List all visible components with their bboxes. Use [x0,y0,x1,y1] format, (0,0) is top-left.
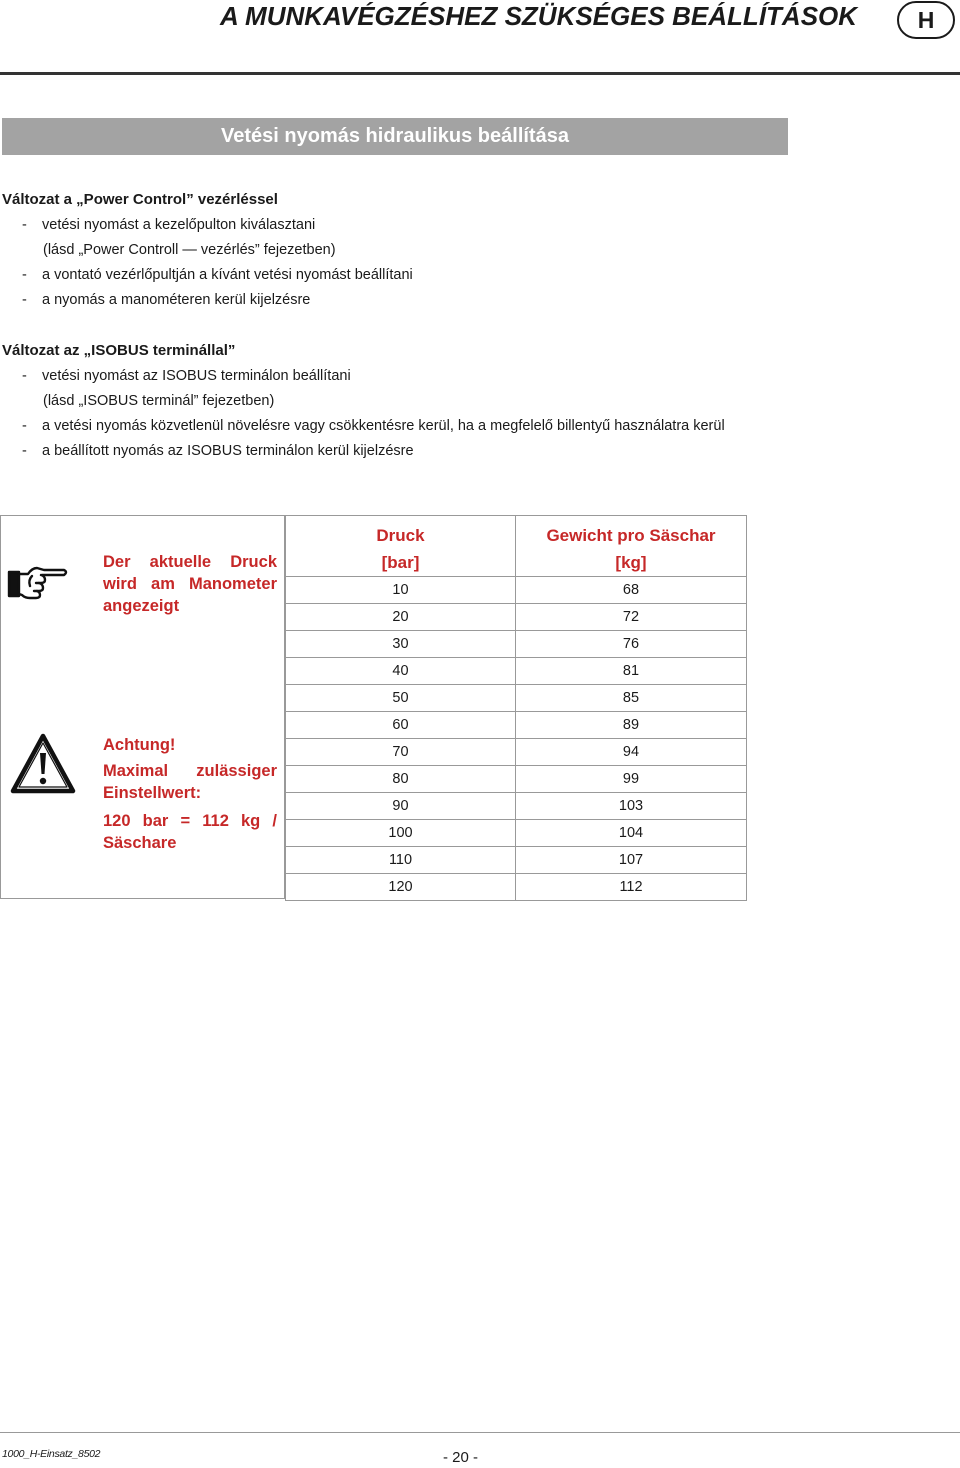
column-header-pressure: Druck [bar] [286,516,516,577]
variant1-bullet: - vetési nyomást a kezelőpulton kiválasztani [22,217,316,233]
pressure-weight-table [285,515,747,901]
weight-cell: 107 [516,847,747,874]
pressure-cell: 20 [286,604,516,631]
table-row [286,766,747,793]
variant1-heading: Változat a „Power Control” vezérléssel [2,191,278,208]
weight-cell: 72 [516,604,747,631]
column-header-weight: Gewicht pro Säschar [kg] [516,516,747,577]
table-row [286,874,747,901]
pointing-hand-icon [6,564,70,604]
table-row [286,793,747,820]
table-row [286,604,747,631]
table-row [286,739,747,766]
table-row [286,847,747,874]
pressure-cell: 40 [286,658,516,685]
variant2-bullet: - a vetési nyomás közvetlenül növelésre vagy csökkentésre kerül, ha a megfelelő billentyű használatra kerül [22,418,725,434]
weight-cell: 99 [516,766,747,793]
weight-cell: 68 [516,577,747,604]
table-header-row [286,516,747,577]
variant1-bullet: - a nyomás a manométeren kerül kijelzésre [22,292,311,308]
weight-cell: 85 [516,685,747,712]
table-row [286,658,747,685]
pressure-cell: 120 [286,874,516,901]
language-badge: H [897,1,955,39]
page-number: - 20 - [443,1449,479,1466]
variant1-bullet: - a vontató vezérlőpultján a kívánt vetési nyomást beállítani [22,267,413,283]
table-row [286,577,747,604]
header-divider [0,72,960,75]
weight-cell: 81 [516,658,747,685]
section-title-bar: Vetési nyomás hidraulikus beállítása [2,118,788,155]
weight-cell: 103 [516,793,747,820]
warning-title: Achtung! [103,736,176,754]
variant2-bullet: - vetési nyomást az ISOBUS terminálon beállítani [22,368,351,384]
variant2-note: (lásd „ISOBUS terminál” fejezetben) [43,393,275,409]
table-row [286,631,747,658]
pressure-cell: 80 [286,766,516,793]
weight-cell: 112 [516,874,747,901]
pressure-cell: 90 [286,793,516,820]
warning-text: Maximal zulässiger Einstellwert: [103,762,277,802]
weight-cell: 94 [516,739,747,766]
page-header-title: A MUNKAVÉGZÉSHEZ SZÜKSÉGES BEÁLLÍTÁSOK [220,1,858,31]
variant2-heading: Változat az „ISOBUS terminállal” [2,342,236,359]
pressure-cell: 30 [286,631,516,658]
footer-divider [0,1432,960,1433]
pressure-cell: 70 [286,739,516,766]
weight-cell: 89 [516,712,747,739]
warning-triangle-icon [10,733,76,795]
document-code: 1000_H-Einsatz_8502 [2,1448,101,1460]
variant1-note: (lásd „Power Controll — vezérlés” fejezetben) [43,242,336,258]
variant2-bullet: - a beállított nyomás az ISOBUS terminálon kerül kijelzésre [22,443,414,459]
pressure-cell: 60 [286,712,516,739]
pressure-cell: 50 [286,685,516,712]
pressure-cell: 110 [286,847,516,874]
warning-max-value: 120 bar = 112 kg / Säschare [103,812,277,852]
table-row [286,820,747,847]
pressure-cell: 10 [286,577,516,604]
pressure-cell: 100 [286,820,516,847]
weight-cell: 104 [516,820,747,847]
info-note-text: Der aktuelle Druck wird am Manometer angezeigt [103,553,277,615]
table-row [286,685,747,712]
table-row [286,712,747,739]
weight-cell: 76 [516,631,747,658]
